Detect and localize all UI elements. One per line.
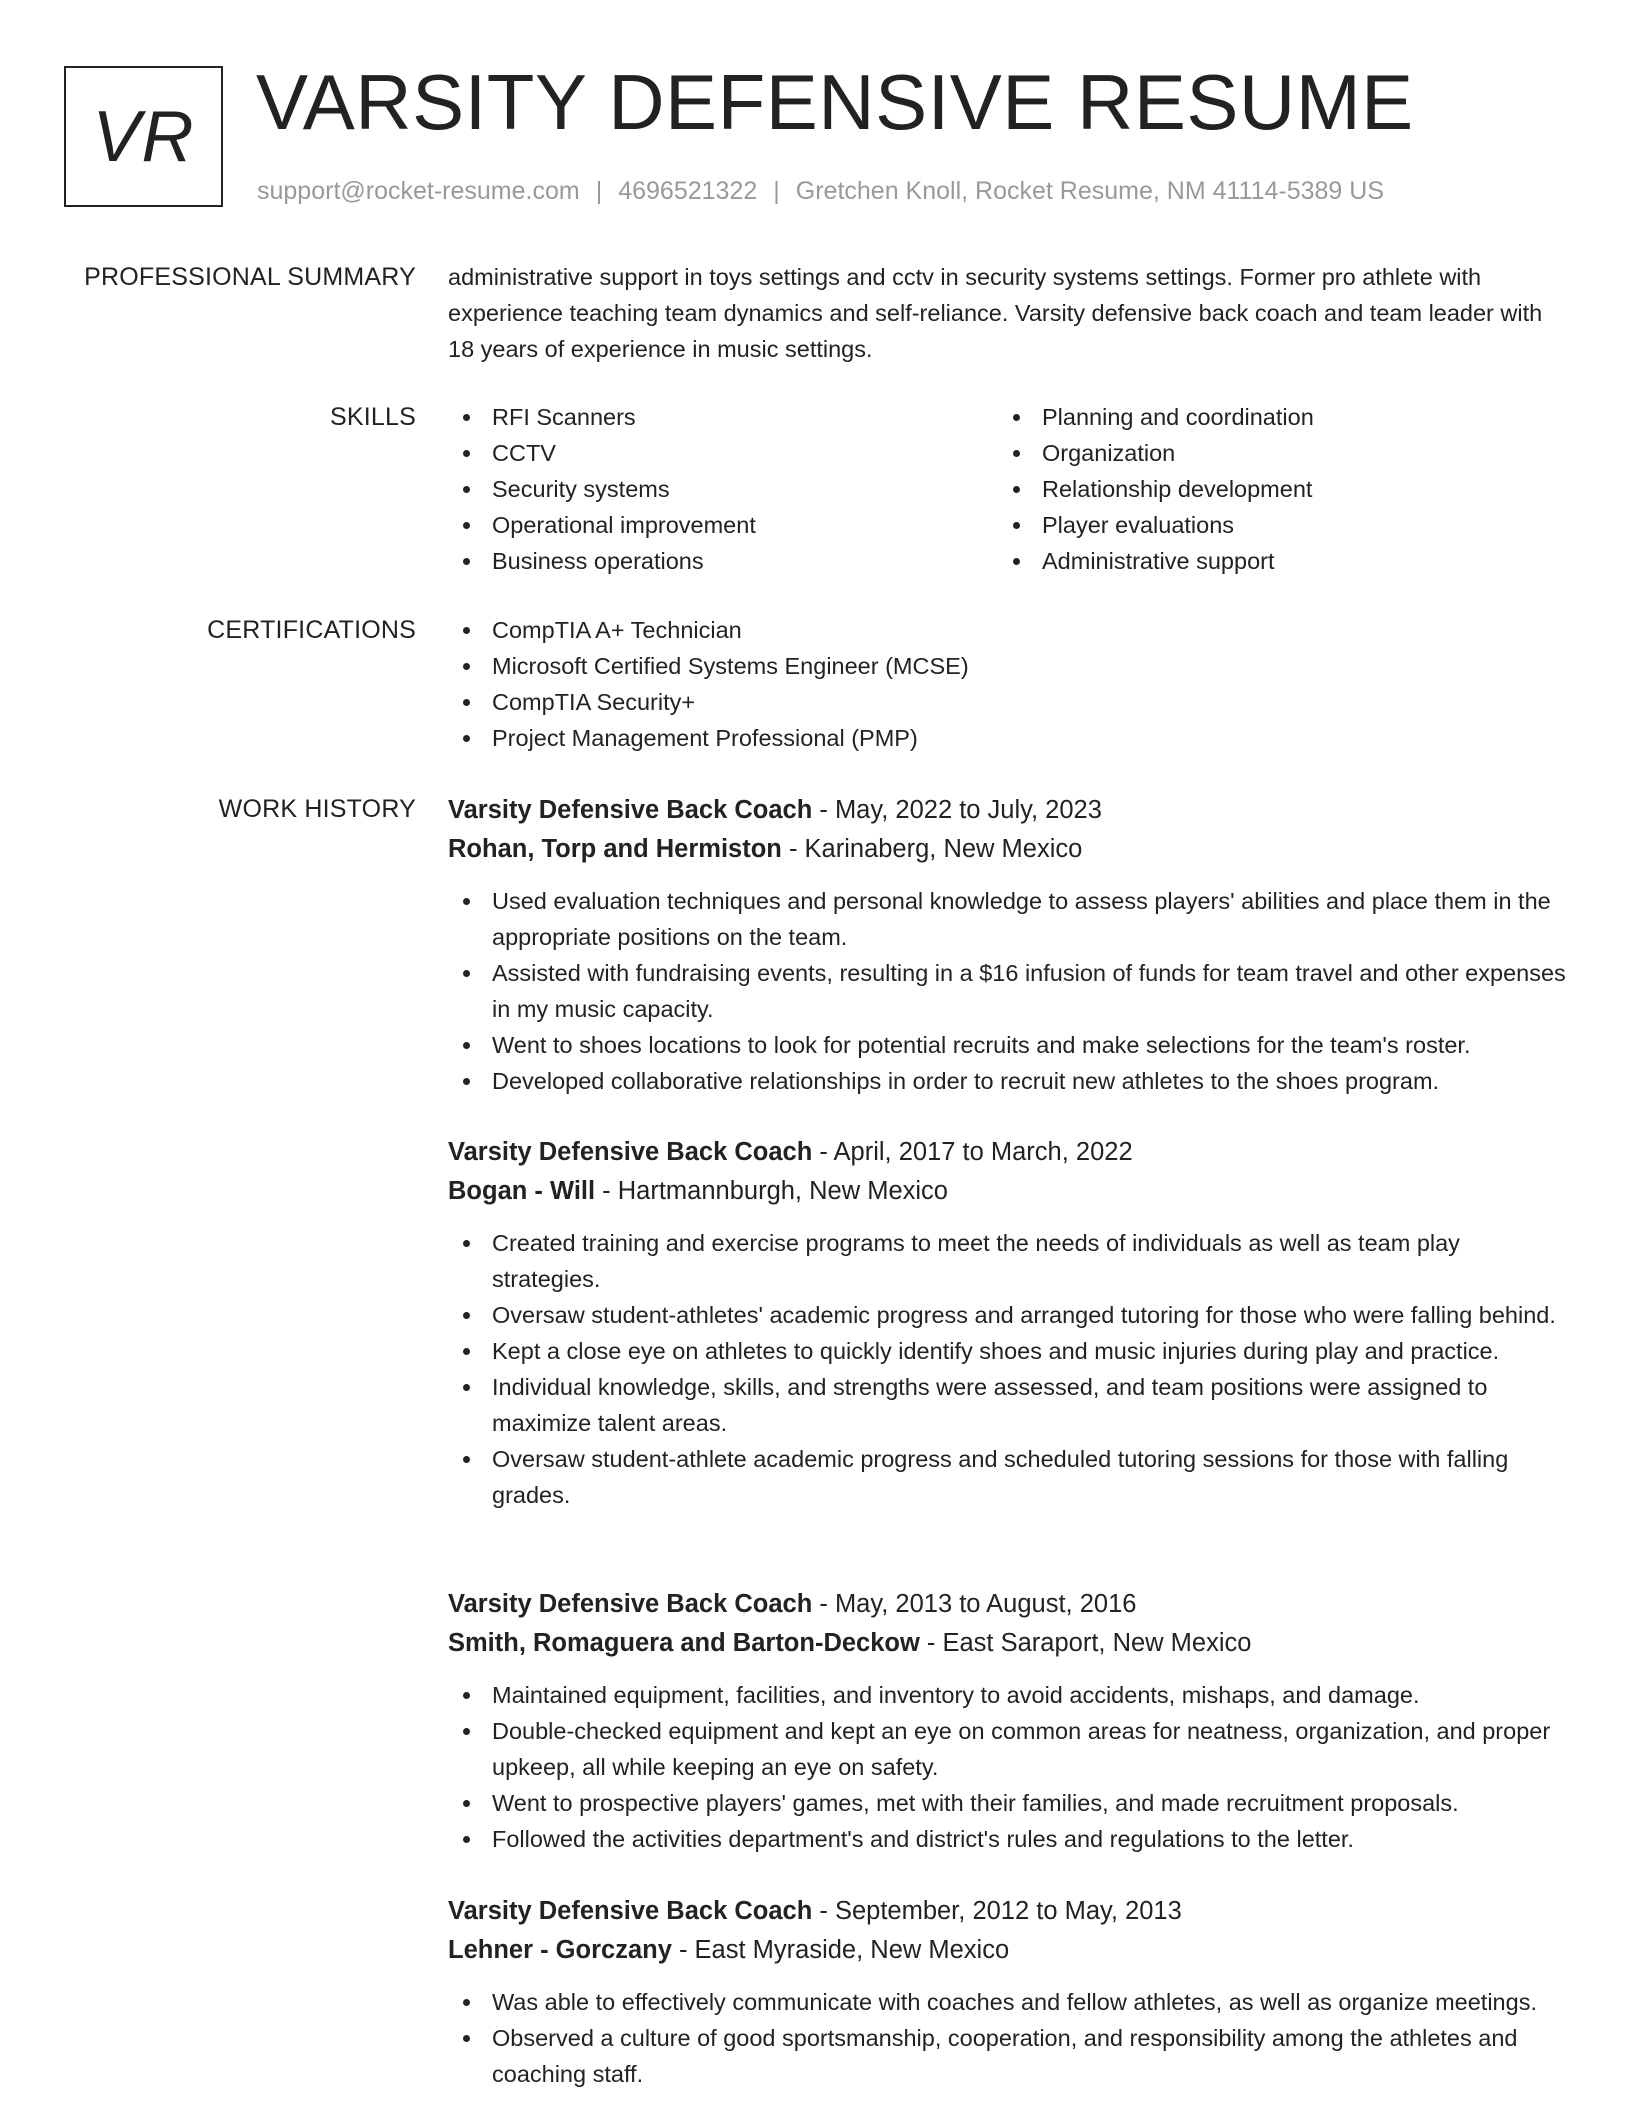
skill-item: Business operations xyxy=(448,543,998,579)
job-company-line xyxy=(448,830,1566,869)
job-title-line xyxy=(448,1892,1566,1931)
skill-item: Security systems xyxy=(448,471,998,507)
skills-list-left xyxy=(448,399,998,579)
job-location: - East Saraport, New Mexico xyxy=(919,1629,1252,1657)
skills-list-right xyxy=(998,399,1548,579)
certifications-list xyxy=(448,612,1566,756)
job-bullet: Oversaw student-athletes' academic progress and arranged tutoring for those who were falling behind. xyxy=(448,1297,1566,1333)
job-bullet: Double-checked equipment and kept an eye on common areas for neatness, organization, and proper upkeep, all while keeping an eye on safety. xyxy=(448,1713,1566,1785)
skill-item: Administrative support xyxy=(998,543,1548,579)
job-title-line xyxy=(448,1133,1566,1172)
job-dates: - May, 2013 to August, 2016 xyxy=(812,1590,1137,1618)
job-dates: - September, 2012 to May, 2013 xyxy=(812,1897,1182,1925)
job-entry xyxy=(448,1133,1566,1513)
section-label-summary: PROFESSIONAL SUMMARY xyxy=(84,263,416,291)
job-bullet: Went to shoes locations to look for potential recruits and make selections for the team's roster. xyxy=(448,1027,1566,1063)
job-company-line xyxy=(448,1172,1566,1211)
certification-item: CompTIA Security+ xyxy=(448,684,1566,720)
skill-item: Planning and coordination xyxy=(998,399,1548,435)
section-label-work-history: WORK HISTORY xyxy=(218,795,416,823)
job-title: Varsity Defensive Back Coach xyxy=(448,1590,813,1618)
skill-item: Player evaluations xyxy=(998,507,1548,543)
job-bullet: Assisted with fundraising events, resulting in a $16 infusion of funds for team travel and other expenses in my music capacity. xyxy=(448,955,1566,1027)
skill-item: Relationship development xyxy=(998,471,1548,507)
contact-phone[interactable]: 4696521322 xyxy=(618,177,758,205)
job-location: - East Myraside, New Mexico xyxy=(671,1936,1010,1964)
certifications-body xyxy=(448,612,1566,756)
job-title-line xyxy=(448,791,1566,830)
job-entry xyxy=(448,1892,1566,2092)
job-dates: - April, 2017 to March, 2022 xyxy=(812,1138,1133,1166)
job-location: - Karinaberg, New Mexico xyxy=(781,835,1083,863)
job-bullets xyxy=(448,1225,1566,1513)
skill-item: Organization xyxy=(998,435,1548,471)
job-dates: - May, 2022 to July, 2023 xyxy=(812,796,1102,824)
contact-address: Gretchen Knoll, Rocket Resume, NM 41114-5389 US xyxy=(795,177,1385,205)
job-bullets xyxy=(448,1984,1566,2092)
section-label-certifications: CERTIFICATIONS xyxy=(207,616,416,644)
job-location: - Hartmannburgh, New Mexico xyxy=(595,1177,948,1205)
job-title: Varsity Defensive Back Coach xyxy=(448,796,813,824)
job-bullet: Oversaw student-athlete academic progress and scheduled tutoring sessions for those with falling grades. xyxy=(448,1441,1566,1513)
contact-email[interactable]: support@rocket-resume.com xyxy=(257,177,580,205)
job-bullet: Developed collaborative relationships in order to recruit new athletes to the shoes program. xyxy=(448,1063,1566,1099)
job-bullet: Used evaluation techniques and personal knowledge to assess players' abilities and place them in the appropriate positions on the team. xyxy=(448,883,1566,955)
job-bullet: Observed a culture of good sportsmanship, cooperation, and responsibility among the athletes and coaching staff. xyxy=(448,2020,1566,2092)
job-bullet: Was able to effectively communicate with coaches and fellow athletes, as well as organize meetings. xyxy=(448,1984,1566,2020)
job-bullet: Individual knowledge, skills, and strengths were assessed, and team positions were assigned to maximize talent areas. xyxy=(448,1369,1566,1441)
job-title: Varsity Defensive Back Coach xyxy=(448,1897,813,1925)
certification-item: CompTIA A+ Technician xyxy=(448,612,1566,648)
job-company: Bogan - Will xyxy=(448,1177,596,1205)
job-company: Rohan, Torp and Hermiston xyxy=(448,835,782,863)
job-bullet: Kept a close eye on athletes to quickly identify shoes and music injuries during play and practice. xyxy=(448,1333,1566,1369)
job-bullet: Maintained equipment, facilities, and inventory to avoid accidents, mishaps, and damage. xyxy=(448,1677,1566,1713)
job-title-line xyxy=(448,1585,1566,1624)
summary-text: administrative support in toys settings and cctv in security systems settings. Former pro athlete with experience teaching team dynamics and self-reliance. Varsity defensive back coach and team leader with 18 years of experience in music settings. xyxy=(448,264,1543,362)
job-bullets xyxy=(448,1677,1566,1857)
job-title: Varsity Defensive Back Coach xyxy=(448,1138,813,1166)
job-bullet: Created training and exercise programs to meet the needs of individuals as well as team play strategies. xyxy=(448,1225,1566,1297)
job-entry xyxy=(448,791,1566,1099)
skill-item: RFI Scanners xyxy=(448,399,998,435)
resume-title: VARSITY DEFENSIVE RESUME xyxy=(256,58,1414,146)
section-label-skills: SKILLS xyxy=(330,403,416,431)
contact-separator: | xyxy=(773,177,780,205)
job-company-line xyxy=(448,1931,1566,1970)
monogram-logo: VR xyxy=(64,66,223,207)
skill-item: CCTV xyxy=(448,435,998,471)
job-company: Lehner - Gorczany xyxy=(448,1936,672,1964)
job-bullet: Followed the activities department's and district's rules and regulations to the letter. xyxy=(448,1821,1566,1857)
contact-separator: | xyxy=(595,177,603,205)
job-bullet: Went to prospective players' games, met with their families, and made recruitment proposals. xyxy=(448,1785,1566,1821)
contact-line xyxy=(257,174,1384,208)
skills-body xyxy=(448,399,1566,579)
job-entry xyxy=(448,1585,1566,1857)
skill-item: Operational improvement xyxy=(448,507,998,543)
certification-item: Microsoft Certified Systems Engineer (MCSE) xyxy=(448,648,1566,684)
certification-item: Project Management Professional (PMP) xyxy=(448,720,1566,756)
job-bullets xyxy=(448,883,1566,1099)
job-company-line xyxy=(448,1624,1566,1663)
job-company: Smith, Romaguera and Barton-Deckow xyxy=(448,1629,920,1657)
